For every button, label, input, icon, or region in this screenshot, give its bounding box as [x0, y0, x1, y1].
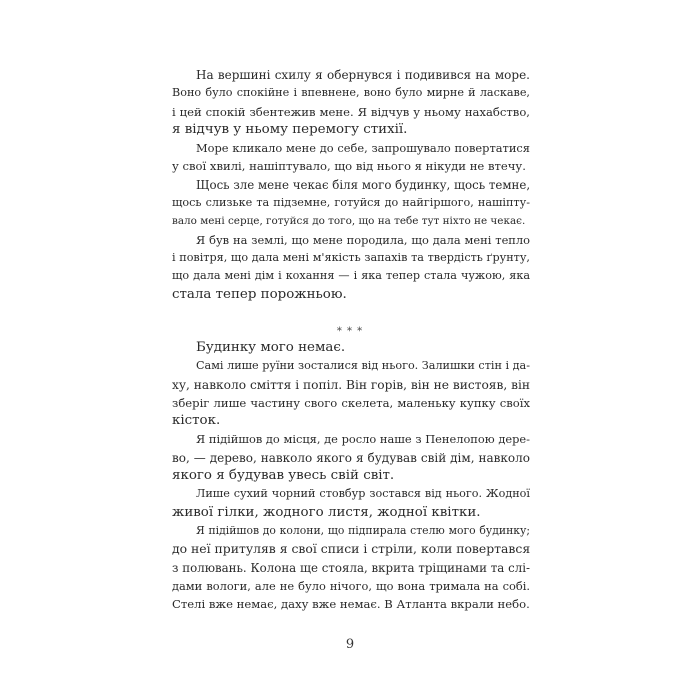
text-line: Море кликало мене до себе, запрошувало повертатися [196, 141, 530, 156]
text-line: Я підійшов до місця, де росло наше з Пенелопою дере- [196, 432, 530, 447]
text-line: Щось зле мене чекає біля мого будинку, щось темне, [196, 177, 531, 192]
text-line: Самі лише руїни зосталися від нього. Залишки стін і да- [196, 359, 530, 373]
paragraph [172, 522, 530, 613]
paragraph [172, 339, 530, 357]
text-line: якого я будував увесь свій світ. [172, 468, 395, 484]
text-section-1 [172, 66, 530, 304]
text-line: На вершині схилу я обернувся і подивився на море. [196, 68, 530, 82]
text-line: дами вологи, але не було нічого, що вона тримала на собі. [172, 578, 530, 593]
text-line: Воно було спокійне і впевнене, воно було мирне й ласкаве, [172, 86, 530, 100]
text-line: і цей спокій збентежив мене. Я відчув у ньому нахабство, [172, 104, 530, 119]
text-line: во, — дерево, навколо якого я будував свій дім, навколо [172, 450, 530, 465]
text-section-2 [172, 339, 530, 613]
paragraph [172, 139, 530, 176]
text-line: з полювань. Колона ще стояла, вкрита тріщинами та слі- [172, 560, 530, 575]
text-line: щось слизьке та підземне, готуйся до найгіршого, нашіпту- [172, 196, 530, 210]
paragraph [172, 485, 530, 522]
text-line: Я був на землі, що мене породила, що дала мені тепло [196, 232, 530, 247]
section-separator: * * * [336, 326, 364, 337]
text-line: і повітря, що дала мені м'якість запахів та твердість ґрунту, [172, 250, 530, 264]
text-line: що дала мені дім і кохання — і яка тепер стала чужою, яка [172, 269, 530, 283]
text-line: у свої хвилі, нашіптувало, що від нього я нікуди не втечу. [172, 159, 526, 174]
text-line: кісток. [172, 413, 221, 429]
text-line: до неї притуляв я свої списи і стріли, коли повертався [172, 541, 531, 557]
text-line: Будинку мого немає. [196, 340, 346, 355]
text-line: ху, навколо сміття і попіл. Він горів, він не вистояв, він [172, 377, 530, 392]
text-line: Я підійшов до колони, що підпирала стелю мого будинку; [196, 523, 530, 537]
text-line: живої гілки, жодного листя, жодної квітки. [172, 504, 481, 520]
paragraph [172, 430, 530, 485]
paragraph [172, 231, 530, 304]
page-number: 9 [345, 637, 355, 652]
paragraph [172, 357, 530, 430]
text-line: зберіг лише частину свого скелета, маленьку купку своїх [172, 395, 530, 410]
text-line: Стелі вже немає, даху вже немає. В Атланта вкрали небо. [172, 597, 530, 612]
text-line: вало мені серце, готуйся до того, що на тебе тут ніхто не чекає. [172, 215, 526, 228]
paragraph [172, 66, 530, 139]
text-line: стала тепер порожньою. [172, 286, 347, 302]
text-line: я відчув у ньому перемогу стихії. [172, 121, 408, 137]
paragraph [172, 176, 530, 231]
text-line: Лише сухий чорний стовбур зостався від нього. Жодної [196, 487, 530, 501]
